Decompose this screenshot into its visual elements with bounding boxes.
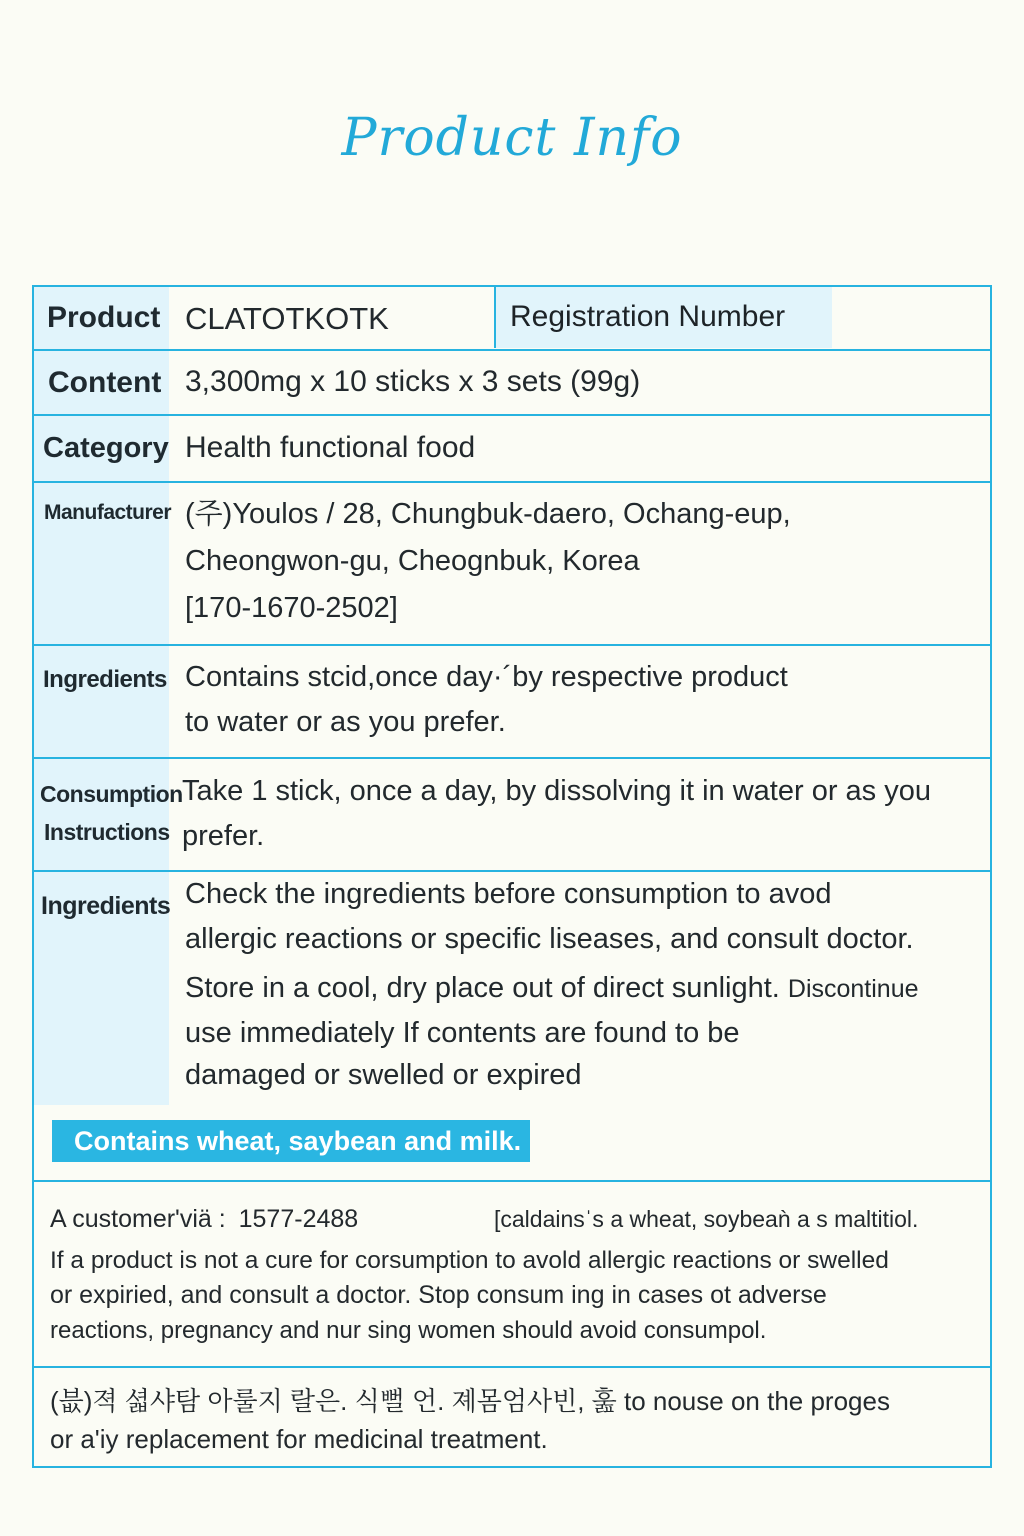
bottom-line-1: (븞)젹 셟샤탐 아룰지 랄은. 식뻘 언. 졔몸엄사빈, 훒 to nouse on the proges (50, 1386, 890, 1416)
row-bottom-notice (34, 1368, 990, 1466)
row-product (34, 287, 990, 351)
ingredients-1-line-2: to water or as you prefer. (185, 706, 506, 738)
label-ingredients-2-text: Ingredients (41, 892, 171, 920)
notice-line-3: reactions, pregnancy and nur sing women should avoid consumpol. (50, 1317, 767, 1344)
allergen-badge: Contains wheat, saybean and milk. (52, 1120, 530, 1162)
manufacturer-line-2: Cheongwon-gu, Cheognbuk, Korea (185, 545, 640, 577)
content-value: 3,300mg x 10 sticks x 3 sets (99g) (185, 365, 641, 398)
label-category-text: Category (43, 432, 169, 464)
manufacturer-line-3: [170-1670-2502] (185, 592, 398, 624)
consumption-line-1: Take 1 stick, once a day, by dissolving it in water or as you (182, 775, 931, 807)
bottom-text (50, 1382, 972, 1458)
manufacturer-address (185, 491, 970, 632)
ingredients-2-line-2: allergic reactions or specific liseases, and consult doctor. (185, 923, 914, 955)
customer-service-phone: 1577-2488 (238, 1205, 359, 1233)
label-manufacturer (34, 483, 172, 644)
notice-text (50, 1243, 972, 1348)
ingredients-2-line-4: use immediately If contents are found to be (185, 1017, 740, 1049)
notice-line-2: or expiried, and consult a doctor. Stop consum ing in cases ot adverse (50, 1281, 827, 1309)
label-content-text: Content (48, 366, 162, 399)
label-ingredients-2 (34, 872, 169, 1105)
page-title: Product Info (341, 108, 683, 168)
consumption-text (182, 769, 970, 859)
customer-service-line (50, 1202, 972, 1237)
registration-number-label: Registration Number (510, 300, 786, 333)
label-consumption-line-2: Instructions (44, 819, 170, 845)
discontinue-word: Discontinue (787, 975, 919, 1003)
storage-instruction: Store in a cool, dry place out of direct sunlight. (185, 972, 780, 1004)
ingredients-2-text (185, 872, 970, 1096)
label-category (34, 416, 169, 481)
row-manufacturer (34, 483, 990, 646)
row-footer-notice (34, 1182, 990, 1368)
ingredients-1-text (185, 655, 970, 745)
label-product (34, 287, 169, 349)
bottom-line-2: or a'iy replacement for medicinal treatment. (50, 1424, 548, 1454)
allergen-note: [caldainsˈs a wheat, soybeaǹ a s maltitiol. (494, 1206, 919, 1232)
registration-number-cell (494, 287, 832, 348)
label-consumption-line-1: Consumption (40, 781, 183, 807)
label-ingredients-1-text: Ingredients (43, 666, 167, 693)
category-value: Health functional food (185, 431, 476, 464)
consumption-line-2: prefer. (182, 820, 265, 852)
label-product-text: Product (47, 301, 161, 334)
customer-service-label: A customer'viä : (50, 1205, 226, 1233)
label-consumption (34, 759, 183, 870)
product-info-table (32, 285, 992, 1468)
label-manufacturer-text: Manufacturer (44, 501, 172, 524)
ingredients-2-line-3 (185, 966, 970, 1012)
ingredients-2-line-5: damaged or swelled or expired (185, 1059, 582, 1091)
row-ingredients-1 (34, 646, 990, 759)
row-consumption (34, 759, 990, 872)
label-content (34, 351, 169, 414)
label-ingredients-1 (34, 646, 169, 757)
row-category (34, 416, 990, 483)
notice-line-1: If a product is not a cure for corsumption to avold allergic reactions or swelled (50, 1247, 889, 1274)
product-name: CLATOTKOTK (185, 301, 389, 336)
manufacturer-line-1: (주)Youlos / 28, Chungbuk-daero, Ochang-eup, (185, 498, 791, 530)
row-content (34, 351, 990, 416)
ingredients-2-line-1: Check the ingredients before consumption to avod (185, 878, 832, 910)
ingredients-1-line-1: Contains stcid,once day·´by respective product (185, 661, 788, 693)
